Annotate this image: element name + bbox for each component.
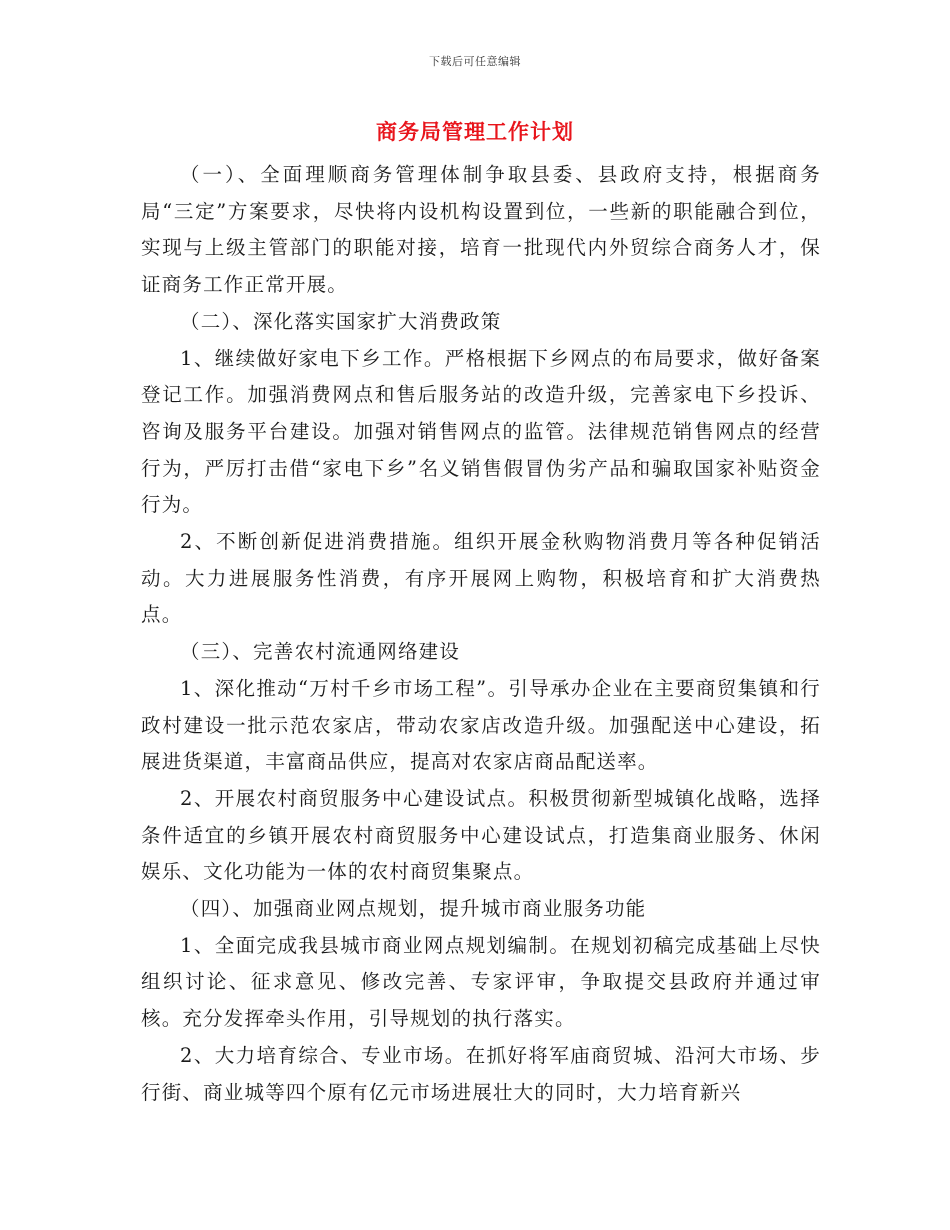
paragraph-3-1: 1、深化推动“万村千乡市场工程”。引导承办企业在主要商贸集镇和行政村建设一批示范农家店，带动农家店改造升级。加强配送中心建设，拓展进货渠道，丰富商品供应，提高对农家店商品配送率。: [141, 676, 821, 774]
paragraph-2-2: 2、不断创新促进消费措施。组织开展金秋购物消费月等各种促销活动。大力进展服务性消费，有序开展网上购物，积极培育和扩大消费热点。: [141, 530, 821, 627]
paragraph-2-1: 1、继续做好家电下乡工作。严格根据下乡网点的布局要求，做好备案登记工作。加强消费网点和售后服务站的改造升级，完善家电下乡投诉、咨询及服务平台建设。加强对销售网点的监管。法律规范销售网点的经营行为，严厉打击借“家电下乡”名义销售假冒伪劣产品和骗取国家补贴资金行为。: [141, 346, 821, 517]
section-heading-3: （三）、完善农村流通网络建设: [180, 640, 461, 664]
section-heading-2: （二）、深化落实国家扩大消费政策: [180, 309, 502, 333]
paragraph-4-2: 2、大力培育综合、专业市场。在抓好将军庙商贸城、沿河大市场、步行街、商业城等四个原有亿元市场进展壮大的同时，大力培育新兴: [141, 1043, 821, 1104]
paragraph-1: （一）、全面理顺商务管理体制争取县委、县政府支持，根据商务局“三定”方案要求，尽快将内设机构设置到位，一些新的职能融合到位，实现与上级主管部门的职能对接，培育一批现代内外贸综合商务人才，保证商务工作正常开展。: [141, 163, 821, 297]
document-body: [141, 157, 821, 1111]
paragraph-3-2: 2、开展农村商贸服务中心建设试点。积极贯彻新型城镇化战略，选择条件适宜的乡镇开展农村商贸服务中心建设试点，打造集商业服务、休闲娱乐、文化功能为一体的农村商贸集聚点。: [141, 786, 821, 884]
section-heading-4: （四）、加强商业网点规划，提升城市商业服务功能: [180, 897, 647, 921]
page-header-note: 下载后可任意编辑: [429, 55, 521, 68]
paragraph-4-1: 1、全面完成我县城市商业网点规划编制。在规划初稿完成基础上尽快组织讨论、征求意见、修改完善、专家评审，争取提交县政府并通过审核。充分发挥牵头作用，引导规划的执行落实。: [141, 933, 821, 1031]
document-title: 商务局管理工作计划: [376, 119, 574, 144]
